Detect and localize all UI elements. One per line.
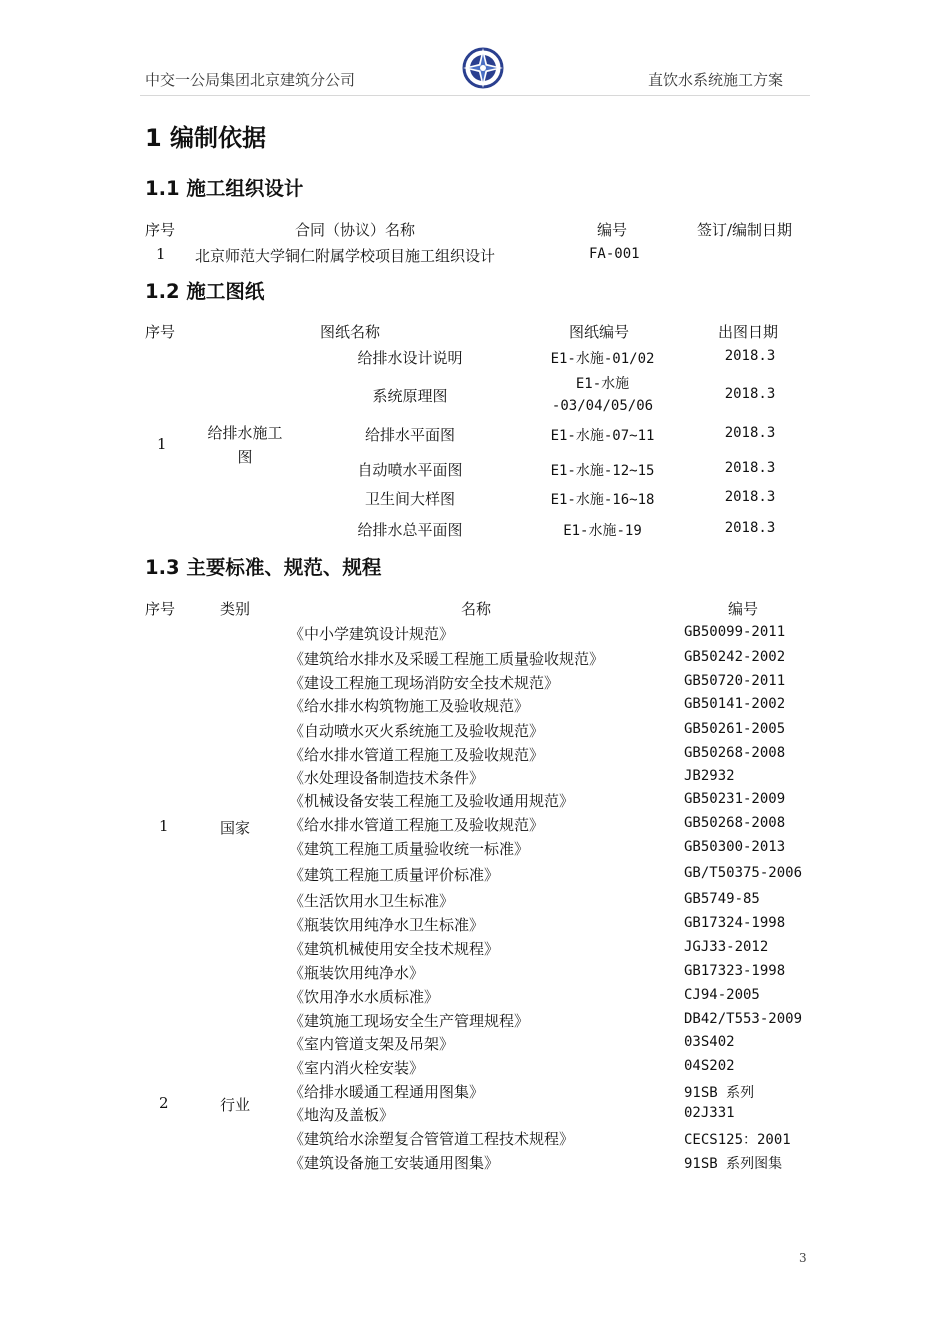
row-code: FA-001 [589, 246, 640, 262]
standard-code: GB17323-1998 [684, 963, 786, 979]
drawing-name: 给排水设计说明 [357, 349, 463, 367]
standard-code: GB17324-1998 [684, 915, 786, 931]
standard-code: GB50242-2002 [684, 649, 786, 665]
standard-code: GB50141-2002 [684, 696, 786, 712]
standard-code: GB50720-2011 [684, 673, 786, 689]
row-no: 1 [156, 245, 166, 263]
standard-name: 《建筑机械使用安全技术规程》 [289, 940, 500, 958]
drawing-date: 2018.3 [724, 460, 776, 476]
section-1-heading: 1 编制依据 [145, 124, 267, 152]
group-name-line1: 给排水施工 [207, 424, 283, 442]
drawing-date: 2018.3 [724, 520, 776, 536]
section-1-1-heading: 1.1 施工组织设计 [145, 177, 304, 200]
header-doc-title: 直饮水系统施工方案 [648, 71, 784, 89]
standard-code: CECS125：2001 [684, 1132, 791, 1148]
header-divider [140, 95, 810, 96]
standard-code: 02J331 [684, 1105, 735, 1121]
standard-code: 03S402 [684, 1034, 735, 1050]
standard-code: 04S202 [684, 1058, 735, 1074]
group-name-line2: 图 [237, 448, 253, 466]
drawing-code: E1-水施-16~18 [550, 492, 655, 508]
col-header-no: 序号 [145, 221, 176, 239]
standard-code: GB50261-2005 [684, 721, 786, 737]
standard-code: DB42/T553-2009 [684, 1011, 803, 1027]
standard-name: 《建筑工程施工质量验收统一标准》 [289, 840, 530, 858]
section-1-2-heading: 1.2 施工图纸 [145, 280, 265, 303]
group-category-industry: 行业 [220, 1096, 251, 1114]
standard-code: CJ94-2005 [684, 987, 760, 1003]
drawing-date: 2018.3 [724, 489, 776, 505]
drawing-name: 给排水总平面图 [357, 521, 463, 539]
standard-code: JB2932 [684, 768, 735, 784]
standard-code: 91SB 系列 [684, 1085, 755, 1101]
drawing-code: E1-水施-07~11 [550, 428, 655, 444]
standard-code: GB/T50375-2006 [684, 865, 803, 881]
col-header-standard-name: 名称 [461, 600, 492, 618]
standard-code: GB50268-2008 [684, 815, 786, 831]
standard-code: GB5749-85 [684, 891, 760, 907]
col-header-drawing-code: 图纸编号 [569, 323, 630, 341]
drawing-code-continued: -03/04/05/06 [551, 398, 654, 414]
standard-name: 《建筑给水排水及采暖工程施工质量验收规范》 [289, 650, 605, 668]
drawing-name: 系统原理图 [372, 387, 448, 405]
standard-name: 《水处理设备制造技术条件》 [289, 769, 485, 787]
col-header-drawing-name: 图纸名称 [320, 323, 381, 341]
standard-name: 《建筑给水涂塑复合管管道工程技术规程》 [289, 1130, 575, 1148]
standard-name: 《给水排水管道工程施工及验收规范》 [289, 816, 545, 834]
page-number: 3 [799, 1251, 807, 1265]
standard-code: GB50231-2009 [684, 791, 786, 807]
group-no-national: 1 [159, 817, 169, 835]
drawing-date: 2018.3 [724, 348, 776, 364]
header-company: 中交一公局集团北京建筑分公司 [145, 71, 356, 89]
col-header-date: 签订/编制日期 [697, 221, 793, 239]
col-header-contract-name: 合同（协议）名称 [295, 221, 416, 239]
standard-code: 91SB 系列图集 [684, 1156, 783, 1172]
drawing-code: E1-水施-12~15 [550, 463, 655, 479]
drawing-date: 2018.3 [724, 425, 776, 441]
col-header-no: 序号 [145, 600, 176, 618]
standard-name: 《给水排水构筑物施工及验收规范》 [289, 697, 530, 715]
standard-name: 《瓶装饮用纯净水卫生标准》 [289, 916, 485, 934]
standard-name: 《中小学建筑设计规范》 [289, 625, 455, 643]
standard-code: GB50300-2013 [684, 839, 786, 855]
group-no-industry: 2 [159, 1094, 169, 1112]
standard-name: 《室内消火栓安装》 [289, 1059, 425, 1077]
standard-name: 《生活饮用水卫生标准》 [289, 892, 455, 910]
standard-code: JGJ33-2012 [684, 939, 769, 955]
group-category-national: 国家 [220, 819, 251, 837]
standard-code: GB50268-2008 [684, 745, 786, 761]
standard-name: 《建筑施工现场安全生产管理规程》 [289, 1012, 530, 1030]
drawing-code: E1-水施-01/02 [550, 351, 655, 367]
standard-name: 《建筑设备施工安装通用图集》 [289, 1154, 500, 1172]
standard-name: 《给排水暖通工程通用图集》 [289, 1083, 485, 1101]
cccc-company-logo-icon [461, 46, 505, 90]
row-name: 北京师范大学铜仁附属学校项目施工组织设计 [195, 247, 496, 265]
standard-name: 《给水排水管道工程施工及验收规范》 [289, 746, 545, 764]
standard-name: 《瓶装饮用纯净水》 [289, 964, 425, 982]
section-1-3-heading: 1.3 主要标准、规范、规程 [145, 556, 382, 579]
drawing-name: 给排水平面图 [364, 426, 455, 444]
standard-name: 《饮用净水水质标准》 [289, 988, 440, 1006]
standard-name: 《地沟及盖板》 [289, 1106, 395, 1124]
standard-name: 《自动喷水灭火系统施工及验收规范》 [289, 722, 545, 740]
col-header-no: 序号 [145, 323, 176, 341]
drawing-name: 卫生间大样图 [364, 490, 455, 508]
standard-name: 《建设工程施工现场消防安全技术规范》 [289, 674, 560, 692]
drawing-code: E1-水施-19 [563, 523, 642, 539]
standard-name: 《建筑工程施工质量评价标准》 [289, 866, 500, 884]
standard-code: GB50099-2011 [684, 624, 786, 640]
drawing-date: 2018.3 [724, 386, 776, 402]
standard-name: 《机械设备安装工程施工及验收通用规范》 [289, 792, 575, 810]
col-header-code: 编号 [597, 221, 628, 239]
col-header-issue-date: 出图日期 [718, 323, 779, 341]
col-header-category: 类别 [220, 600, 251, 618]
drawing-code: E1-水施 [575, 376, 630, 392]
group-no: 1 [157, 435, 167, 453]
standard-name: 《室内管道支架及吊架》 [289, 1035, 455, 1053]
drawing-name: 自动喷水平面图 [357, 461, 463, 479]
col-header-standard-code: 编号 [728, 600, 759, 618]
